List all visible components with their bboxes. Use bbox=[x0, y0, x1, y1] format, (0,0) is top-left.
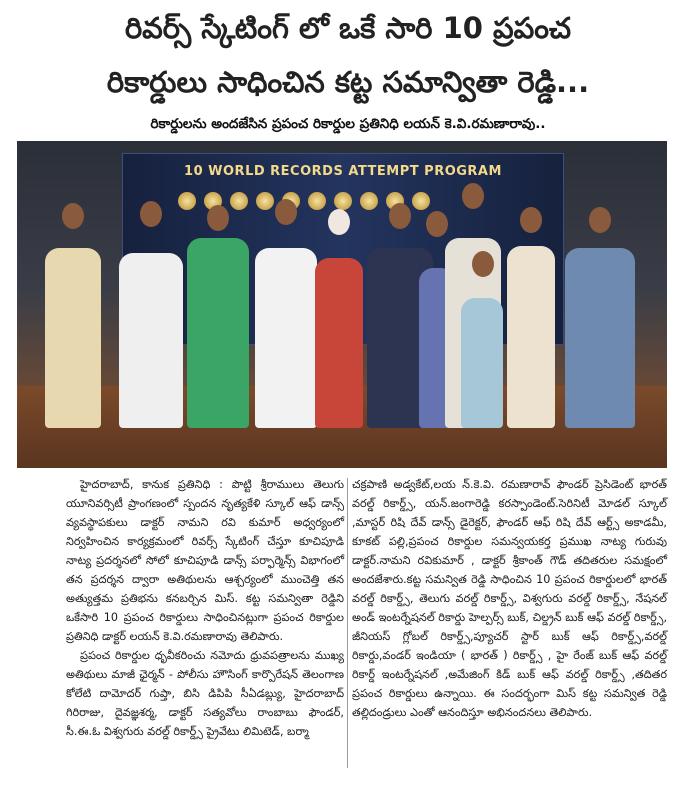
article-paragraph: ప్రపంచ రికార్డుల ధృవీకరించు నమోదు ధ్రువపత్రాలను ముఖ్య అతిథులు మాజీ ఛైర్మన్ - పోలీసు హౌసింగ్ కార్పొరేషన్ తెలంగాణ కోలేటి దామోదర్ గుప్తా, బిసి డిపిపి సీఏడబ్ల్యు, హైదరాబాద్ గిరిరాజు, దైవజ్ఞశర్మ, డాక్టర్ సత్యవోలు రాంబాబు ఫౌండర్, సీ.ఈ.ఓ విశ్వగురు వరల్డ్ రికార్డ్స్ ప్రైవేటు లిమిటెడ్, బర్మా bbox=[66, 649, 344, 738]
column-divider bbox=[347, 478, 348, 768]
record-logo-icon bbox=[308, 192, 326, 210]
person-head bbox=[62, 203, 84, 229]
person-figure bbox=[255, 248, 317, 428]
person-figure bbox=[565, 248, 635, 428]
headline-line-2: రికార్డులు సాధించిన కట్ట సమాన్వితా రెడ్డి... bbox=[106, 65, 590, 99]
person-head bbox=[520, 207, 542, 233]
person-figure bbox=[507, 246, 555, 428]
person-head bbox=[389, 203, 411, 229]
person-head bbox=[328, 209, 350, 235]
person-head bbox=[426, 211, 448, 237]
article-column-2 bbox=[352, 475, 667, 722]
headline-line-1: రివర్స్ స్కేటింగ్ లో ఒకే సారి 10 ప్రపంచ bbox=[124, 11, 572, 45]
person-head bbox=[589, 207, 611, 233]
record-logo-icon bbox=[334, 192, 352, 210]
person-head bbox=[462, 183, 484, 209]
article-paragraph: హైదరాబాద్, కానుక ప్రతినిధి : పొట్టి శ్రీరాములు తెలుగు యూనివర్సిటీ ప్రాంగణంలో స్పందన నృత్యకేళి స్కూల్ ఆఫ్ డాన్స్ వ్యవస్థాపకులు డాక్టర్ నామని రవి కుమార్ అధ్వర్యంలో నిర్వహించిన కార్యక్రమంలో రివర్స్ స్కేటింగ్ చేస్తూ కూచిపూడి నాట్య ప్రదర్శనలో సోలో కూచిపూడి డాన్స్ పర్ఫార్మెన్స్ విభాగంలో తన ప్రదర్శన ద్వారా అతిథులను ఆశ్చర్యంలో ముంచెత్తి తన అత్యుత్తమ ప్రతిభను కనబర్చిన మిస్. కట్ట సమన్వితా రెడ్డిని ఒకేసారి 10 ప్రపంచ రికార్డులు సాధించినట్లుగా ప్రపంచ రికార్డుల ప్రతినిధి డాక్టర్ లయన్ కె.వి.రమణారావు తెలిపారు. bbox=[66, 478, 344, 643]
person-head bbox=[140, 201, 162, 227]
record-logo-icon bbox=[178, 192, 196, 210]
person-head bbox=[275, 199, 297, 225]
person-head bbox=[472, 251, 494, 277]
banner-title: 10 WORLD RECORDS ATTEMPT PROGRAM bbox=[184, 164, 502, 179]
article-column-1 bbox=[66, 475, 344, 741]
dancer-figure bbox=[315, 258, 363, 428]
record-logo-icon bbox=[412, 192, 430, 210]
person-figure bbox=[187, 238, 249, 428]
person-figure bbox=[119, 253, 183, 428]
record-logo-icon bbox=[256, 192, 274, 210]
event-photo bbox=[17, 141, 667, 468]
child-figure bbox=[461, 298, 503, 428]
record-logo-icon bbox=[360, 192, 378, 210]
record-logo-icon bbox=[230, 192, 248, 210]
person-figure bbox=[45, 248, 101, 428]
person-head bbox=[207, 205, 229, 231]
article-paragraph: చక్రపాణి అడ్వకేట్,లయ న్.కె.వి. రమణారావ్ ఫౌండర్ ప్రెసిడెంట్ భారత్ వరల్డ్ రికార్డ్స్, యన్.జంగారెడ్డి కరస్పాండెంట్.సెరినిటీ మోడల్ స్కూల్ ,మాస్టర్ రిషి దేవ్ డాన్స్ డైరెక్టర్, ఫౌండర్ ఆఫ్ రిషి దేవ్ ఆర్ట్స్ అకాడమీ, కూకట్ పల్లి,ప్రపంచ రికార్డుల సమన్వయకర్త ప్రముఖ నాట్య గురువు డాక్టర్.నామని రవికుమార్ , డాక్టర్ శ్రీకాంత్ గౌడ్ తదితరుల సమక్షంలో అందజేశారు.కట్ట సమన్విత రెడ్డి సాధించిన 10 ప్రపంచ రికార్డులలో భారత్ వరల్డ్ రికార్డ్స్, తెలుగు వరల్డ్ రికార్డ్స్, విశ్వగురు వరల్డ్ రికార్డ్స్, నేషనల్ అండ్ ఇంటర్నేషనల్ రికార్డు హెల్పర్స్ బుక్, చిల్డ్రన్ బుక్ ఆఫ్ వరల్డ్ రికార్డ్స్, జీనియస్ గ్లోబల్ రికార్డ్స్,ప్యూచర్ స్టార్ బుక్ ఆఫ్ రికార్డ్స్,వరల్డ్ రికార్డు,వండర్ ఇండియా ( భారత్ ) రికార్డ్స్ , హై రేంజ్ బుక్ ఆఫ్ వరల్డ్ రికార్డ్ ఇంటర్నేషనల్ ,అమేజింగ్ కిడ్ బుక్ ఆఫ్ వరల్డ్ రికార్డ్స్ ,తదితర ప్రపంచ రికార్డులు ఉన్నాయి. ఈ సందర్భంగా మిస్ కట్ట సమన్విత రెడ్డి తల్లిదండ్రులు ఎంతో ఆనందిస్తూ అభినందనలు తెలిపారు. bbox=[352, 478, 667, 719]
subheadline: రికార్డులను అందజేసిన ప్రపంచ రికార్డుల ప్రతినిధి లయన్ కె.వి.రమణారావు.. bbox=[150, 116, 546, 132]
